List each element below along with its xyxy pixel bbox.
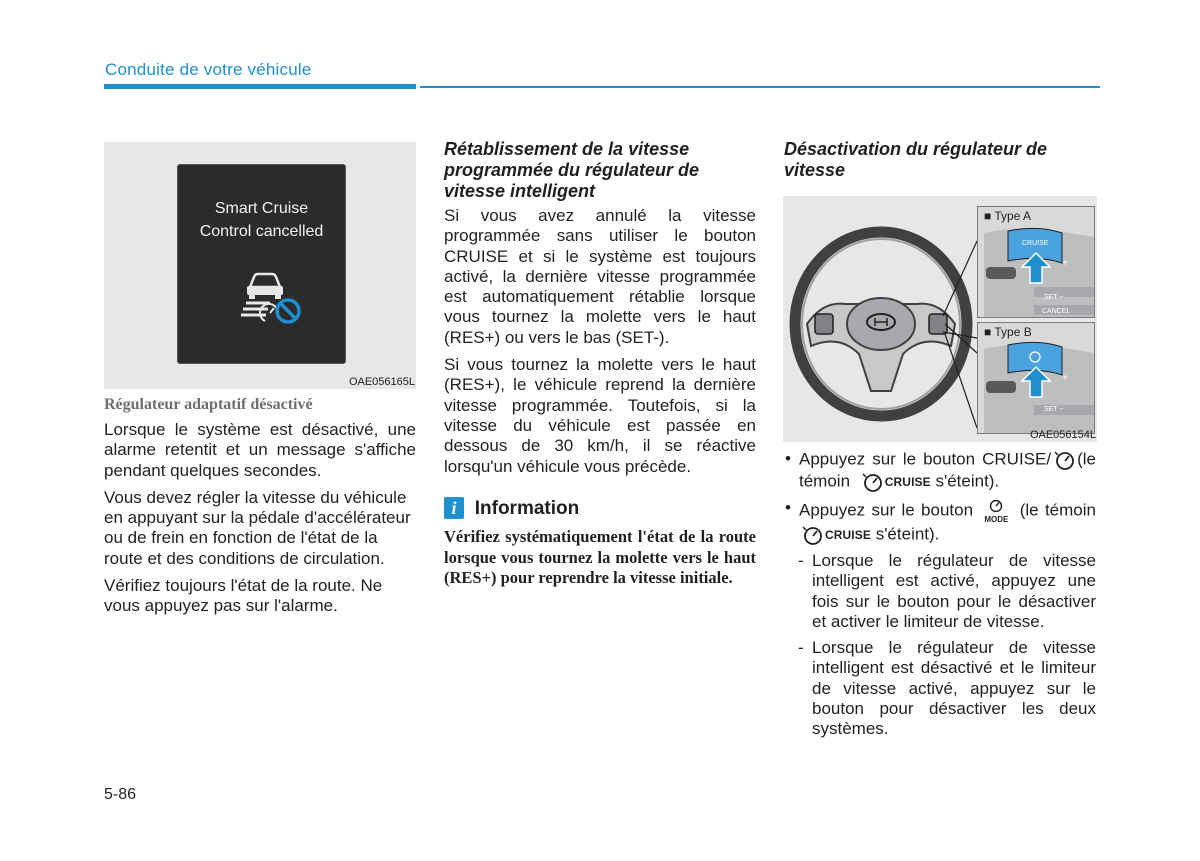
bullet-2-text-mid: (le témoin — [1019, 500, 1096, 520]
cruise-indicator-label: CRUISE — [884, 474, 931, 489]
left-paragraph-1: Lorsque le système est désactivé, une alarme retentit et un message s'affiche pendant quelques secondes. — [104, 420, 416, 480]
plus-label-b: + — [1062, 373, 1068, 384]
cruise-indicator-icon-2 — [799, 524, 825, 546]
info-text: Vérifiez systématiquement l'état de la route lorsque vous tournez la molette vers le haut (RES+) pour reprendre la vitesse initiale. — [444, 527, 756, 588]
bullet-2-text-pre: Appuyez sur le bouton — [799, 500, 974, 520]
left-paragraph-2: Vous devez régler la vitesse du véhicule en appuyant sur la pédale d'accélérateur ou de frein en fonction de l'état de la route et des conditions de circulation. — [104, 487, 411, 568]
type-b-switch-illustration — [978, 339, 1094, 433]
type-a-inset — [977, 206, 1095, 318]
cruise-indicator-icon — [859, 471, 885, 493]
middle-column — [444, 139, 756, 589]
dash-item-2-text: Lorsque le régulateur de vitesse intelligent est désactivé et le limiteur de vitesse activé, appuyez sur le bouton pour désactiver les deux systèmes. — [812, 638, 1096, 739]
right-heading-wrap — [784, 139, 1096, 181]
bullet-1 — [784, 449, 1096, 493]
page-number: 5-86 — [104, 786, 137, 803]
cancel-label-a: CANCEL — [1042, 308, 1071, 315]
left-heading: Régulateur adaptatif désactivé — [104, 396, 313, 413]
bullet-1-text-pre: Appuyez sur le bouton CRUISE/ — [799, 449, 1052, 469]
cruise-speedometer-icon — [1051, 449, 1077, 471]
smart-cruise-cancelled-icon — [240, 269, 306, 325]
dash-item-2 — [784, 638, 1096, 739]
info-title: Information — [474, 497, 580, 519]
mode-speedometer-icon — [988, 498, 1004, 512]
bullet-1-text-post: s'éteint). — [935, 471, 1000, 491]
cluster-message-line2: Control cancelled — [199, 223, 324, 240]
set-label-b: SET − — [1044, 406, 1064, 413]
dash-item-1 — [784, 551, 1096, 632]
type-a-label: ■ Type A — [984, 209, 1032, 223]
type-b-inset — [977, 322, 1095, 434]
dash-item-1-text: Lorsque le régulateur de vitesse intelligent est activé, appuyez une fois sur le bouton pour le désactiver et activer le limiteur de vitesse. — [812, 551, 1096, 631]
cluster-message-line1: Smart Cruise — [214, 200, 309, 217]
cruise-button-label-a: CRUISE — [1022, 240, 1049, 247]
type-a-switch-illustration — [978, 223, 1094, 317]
middle-heading: Rétablissement de la vitesse programmée du régulateur de vitesse intelligent — [444, 139, 700, 201]
bullet-2-text-post: s'éteint). — [875, 524, 940, 544]
middle-paragraph-2: Si vous tournez la molette vers le haut (RES+), le véhicule reprend la dernière vitesse programmée. Toutefois, si la vitesse du véhicule est passée en dessous de 30 km/h, il se réactive lorsqu'un véhicule vous précède. — [444, 355, 756, 476]
left-paragraph-3: Vérifiez toujours l'état de la route. Ne vous appuyez pas sur l'alarme. — [104, 576, 383, 616]
mode-label: MODE — [984, 515, 1009, 524]
dash-mark: - — [798, 551, 804, 570]
middle-paragraph-1: Si vous avez annulé la vitesse programmée sans utiliser le bouton CRUISE et si le système est toujours activé, la dernière vitesse programmée est automatiquement rétablie lorsque vous tournez la molette vers le haut (RES+) ou vers le bas (SET-). — [444, 206, 756, 347]
right-heading: Désactivation du régulateur de vitesse — [784, 139, 1048, 180]
bullet-2 — [784, 498, 1096, 546]
steering-wheel-figure — [783, 196, 1097, 442]
dash-mark: - — [798, 638, 804, 658]
plus-label-a: + — [1062, 258, 1068, 269]
info-header — [444, 497, 756, 519]
figure-code: OAE056165L — [348, 376, 415, 388]
cluster-message — [178, 197, 345, 243]
cruise-indicator-label-2: CRUISE — [825, 527, 871, 542]
left-body — [104, 420, 416, 624]
right-body — [784, 449, 1096, 746]
cluster-message-figure — [104, 142, 416, 389]
header-rule-thin — [420, 86, 1100, 88]
type-b-label: ■ Type B — [984, 325, 1032, 339]
bullet-1-text-mid: (le témoin — [799, 449, 1096, 491]
info-icon: i — [444, 497, 464, 519]
set-label-a: SET − — [1044, 294, 1064, 301]
header-rule-thick — [104, 84, 416, 89]
figure-code-right: OAE056154L — [1029, 429, 1096, 441]
cluster-screen — [177, 164, 346, 364]
section-title: Conduite de votre véhicule — [105, 60, 312, 79]
mode-button-icon — [979, 498, 1013, 524]
